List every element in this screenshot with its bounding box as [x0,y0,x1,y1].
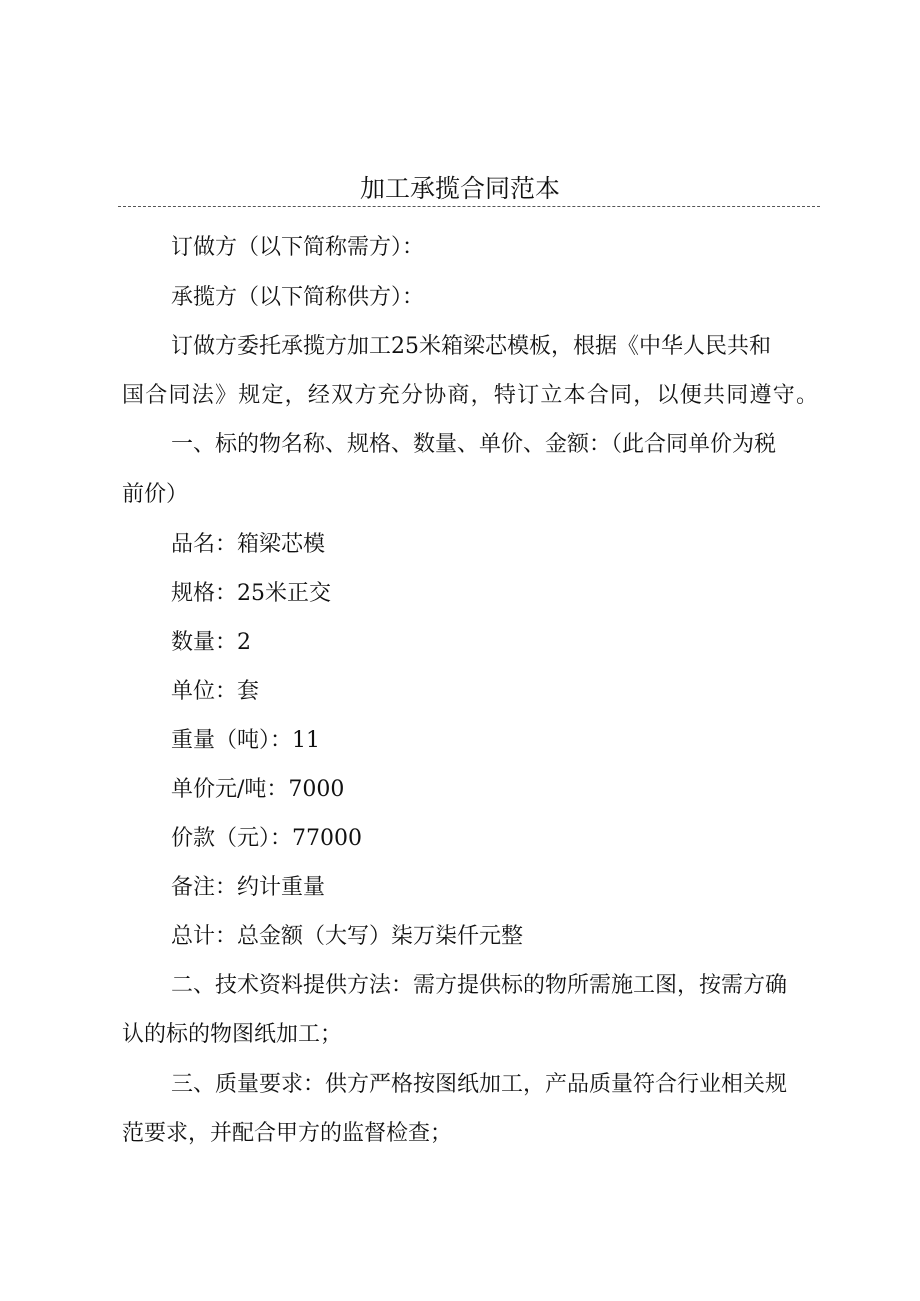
weight-line: 重量（吨）：11 [171,728,320,753]
orderer-line: 订做方（以下简称需方）： [171,235,425,260]
quantity-line: 数量：2 [171,630,251,655]
section-one-heading-line-2: 前价） [122,482,189,507]
intro-paragraph-line-1: 订做方委托承揽方加工25米箱梁芯模板，根据《中华人民共和 [171,334,771,359]
document-title: 加工承揽合同范本 [359,174,560,203]
product-name-line: 品名：箱梁芯模 [171,532,326,557]
unit-line: 单位：套 [171,679,260,704]
unit-price-line: 单价元/吨：7000 [171,777,345,802]
remark-line: 备注：约计重量 [171,875,326,900]
specification-line: 规格：25米正交 [171,581,331,606]
title-divider [118,206,820,207]
section-three-line-2: 范要求，并配合甲方的监督检查； [122,1121,453,1146]
intro-paragraph-line-2: 国合同法》规定，经双方充分协商，特订立本合同，以便共同遵守。 [122,383,818,408]
section-two-line-2: 认的标的物图纸加工； [122,1022,343,1047]
section-three-line-1: 三、质量要求：供方严格按图纸加工，产品质量符合行业相关规 [171,1072,788,1097]
section-two-line-1: 二、技术资料提供方法：需方提供标的物所需施工图，按需方确 [171,973,788,998]
section-one-heading-line-1: 一、标的物名称、规格、数量、单价、金额：（此合同单价为税 [171,432,777,457]
price-amount-line: 价款（元）：77000 [171,826,362,851]
total-line: 总计：总金额（大写）柒万柒仟元整 [171,924,524,949]
contractor-line: 承揽方（以下简称供方）： [171,285,425,310]
